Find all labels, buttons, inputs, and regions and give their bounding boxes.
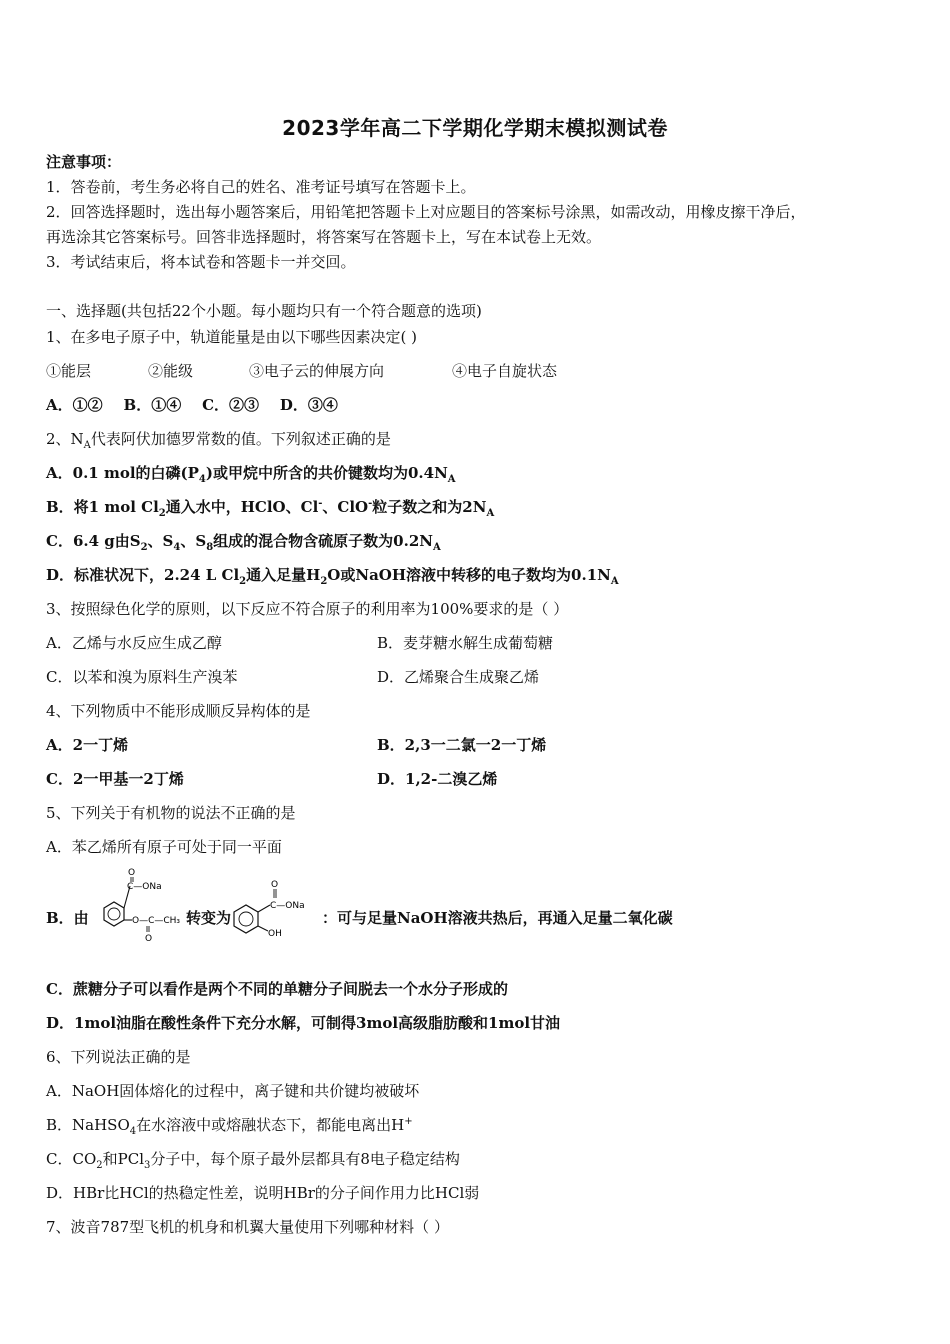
- structure-product: [230, 878, 322, 942]
- q5-option-d: D．1mol油脂在酸性条件下充分水解，可制得3mol高级脂肪酸和1mol甘油: [46, 1014, 561, 1032]
- q5-option-c: C．蔗糖分子可以看作是两个不同的单糖分子间脱去一个水分子形成的: [46, 980, 508, 998]
- q2-option-c: C．6.4 g由$S_2$、$S_4$、$S_8$组成的混合物含硫原子数为$0.2N_A$: [46, 532, 441, 553]
- q2-stem: 2、$N_A$代表阿伏加德罗常数的值。下列叙述正确的是: [46, 430, 391, 451]
- q5-option-b-prefix: B．由: [46, 909, 89, 927]
- q2-option-d: D．标准状况下，2.24 L $Cl_2$通入足量$H_2O$或NaOH溶液中转移的电子数均为$0.1N_A$: [46, 566, 619, 587]
- q4-option-a: A．2一丁烯: [46, 736, 129, 754]
- note-1: 1．答卷前，考生务必将自己的姓名、准考证号填写在答题卡上。: [46, 178, 476, 196]
- q1-stem: 1、在多电子原子中，轨道能量是由以下哪些因素决定( ): [46, 328, 418, 346]
- q4-option-c: C．2一甲基一2丁烯: [46, 770, 184, 788]
- q3-option-b: B．麦芽糖水解生成葡萄糖: [377, 634, 554, 652]
- q4-option-d: D．1,2-二溴乙烯: [377, 770, 498, 788]
- q1-options: A．①② B．①④ C．②③ D．③④: [46, 396, 338, 414]
- q3-stem: 3、按照绿色化学的原则，以下反应不符合原子的利用率为100%要求的是（ ）: [46, 600, 569, 618]
- q7-stem: 7、波音787型飞机的机身和机翼大量使用下列哪种材料（ ）: [46, 1218, 449, 1236]
- q2-option-a: A．0.1 mol的白磷$(P_4)$或甲烷中所含的共价键数均为$0.4N_A$: [46, 464, 456, 485]
- q3-option-d: D．乙烯聚合生成聚乙烯: [377, 668, 540, 686]
- q5-option-b-suffix: ：可与足量NaOH溶液共热后，再通入足量二氧化碳: [322, 909, 673, 927]
- page-title: 2023学年高二下学期化学期末模拟测试卷: [282, 116, 668, 140]
- q6-option-a: A．NaOH固体熔化的过程中，离子键和共价键均被破坏: [46, 1082, 420, 1100]
- q1-factor-4: ④电子自旋状态: [452, 362, 558, 380]
- notes-heading: 注意事项：: [46, 153, 122, 171]
- q5-option-b-mid: 转变为: [186, 909, 232, 927]
- structure-reactant: [88, 866, 186, 946]
- q5-stem: 5、下列关于有机物的说法不正确的是: [46, 804, 296, 822]
- q4-option-b: B．2,3一二氯一2一丁烯: [377, 736, 547, 754]
- s2-label-bottom: OH: [268, 929, 282, 939]
- q1-factor-1: ①能层: [46, 362, 92, 380]
- q6-option-c: C．$CO_2$和PCl$_3$分子中，每个原子最外层都具有8电子稳定结构: [46, 1150, 460, 1171]
- q6-option-b: B．NaHSO$_4$在水溶液中或熔融状态下，都能电离出H+: [46, 1116, 413, 1137]
- q2-option-b: B．将1 mol $Cl_2$通入水中，HClO、Cl-、ClO-粒子数之和为$2N_A$: [46, 498, 495, 519]
- q3-option-c: C．以苯和溴为原料生产溴苯: [46, 668, 238, 686]
- section-heading: 一、选择题(共包括22个小题。每小题均只有一个符合题意的选项): [46, 302, 482, 320]
- q4-stem: 4、下列物质中不能形成顺反异构体的是: [46, 702, 311, 720]
- note-2b: 再选涂其它答案标号。回答非选择题时，将答案写在答题卡上，写在本试卷上无效。: [46, 228, 602, 246]
- s2-o-top: O: [271, 880, 279, 890]
- note-3: 3．考试结束后，将本试卷和答题卡一并交回。: [46, 253, 356, 271]
- q6-option-d: D．HBr比HCl的热稳定性差，说明HBr的分子间作用力比HCl弱: [46, 1184, 480, 1202]
- s1-label-bottom: O—C—CH₃: [132, 916, 181, 926]
- q6-stem: 6、下列说法正确的是: [46, 1048, 191, 1066]
- s1-label-top: C—ONa: [127, 882, 162, 892]
- q1-factor-2: ②能级: [148, 362, 194, 380]
- note-2a: 2．回答选择题时，选出每小题答案后，用铅笔把答题卡上对应题目的答案标号涂黑，如需改动，用橡皮擦干净后，: [46, 203, 806, 221]
- q5-option-a: A．苯乙烯所有原子可处于同一平面: [46, 838, 282, 856]
- q3-option-a: A．乙烯与水反应生成乙醇: [46, 634, 222, 652]
- q1-factor-3: ③电子云的伸展方向: [249, 362, 385, 380]
- s2-label-top: C—ONa: [270, 901, 305, 911]
- s1-o-top: O: [128, 868, 136, 878]
- s1-o-bottom: O: [145, 934, 153, 944]
